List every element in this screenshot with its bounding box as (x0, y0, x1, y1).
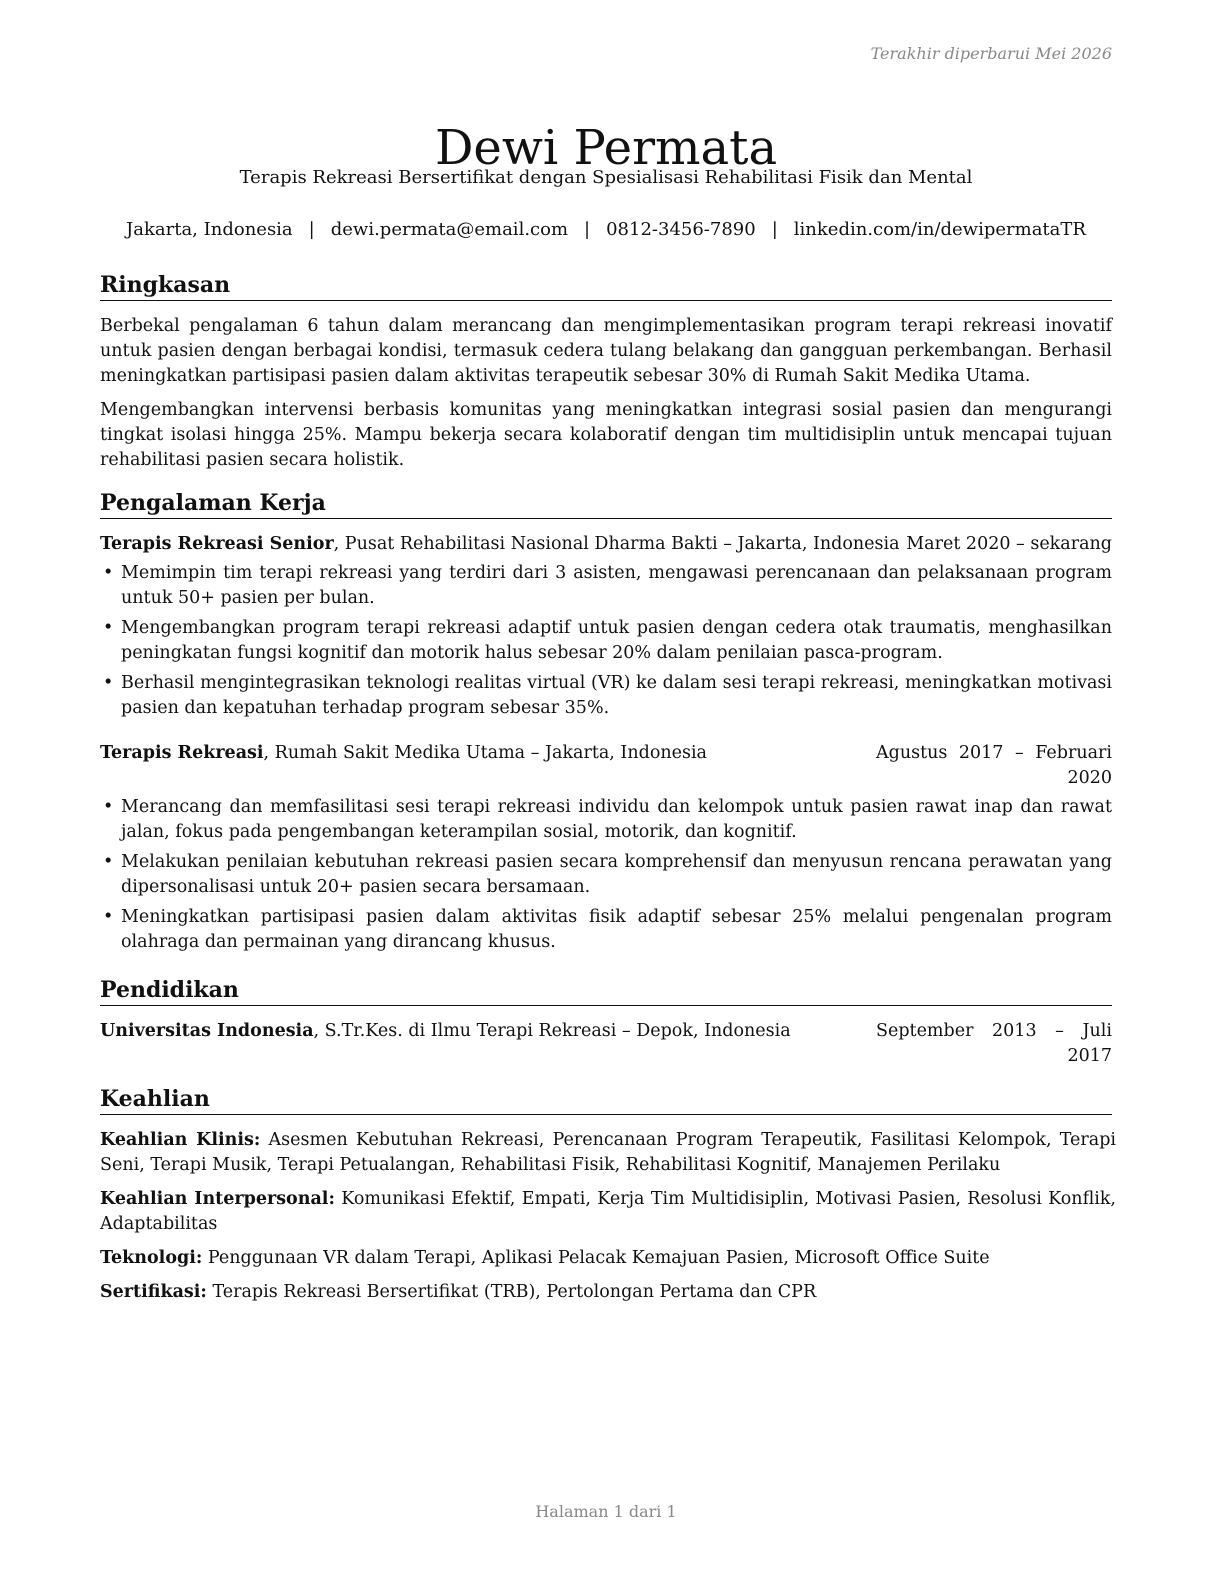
section-title-education: Pendidikan (100, 977, 1112, 1006)
job-dates: Maret 2020 – sekarang (906, 534, 1112, 554)
skill-group-label: Teknologi: (100, 1248, 203, 1268)
education-dates: September 2013 – Juli 2017 (876, 1021, 1112, 1066)
job-entry (100, 532, 1112, 721)
education-section (100, 977, 1112, 1069)
job-header (100, 532, 1112, 557)
contact-location: Jakarta, Indonesia (126, 219, 293, 240)
contact-separator: | (308, 219, 315, 240)
skill-group-label: Sertifikasi: (100, 1282, 207, 1302)
skill-group-value: Komunikasi Efektif, Empati, Kerja Tim Multidisiplin, Motivasi Pasien, Resolusi Konflik, Adaptabilitas (100, 1189, 1116, 1234)
job-bullet: • Berhasil mengintegrasikan teknologi realitas virtual (VR) ke dalam sesi terapi rekreasi, meningkatkan motivasi pasien dan kepatuhan terhadap program sebesar 35%. (100, 671, 1112, 721)
resume-page (100, 0, 1117, 1584)
tagline: Terapis Rekreasi Bersertifikat dengan Spesialisasi Rehabilitasi Fisik dan Mental (239, 167, 973, 188)
contact-separator: | (584, 219, 591, 240)
skill-group-label: Keahlian Klinis: (100, 1130, 261, 1150)
skill-group-value: Asesmen Kebutuhan Rekreasi, Perencanaan Program Terapeutik, Fasilitasi Kelompok, Terapi Seni, Terapi Musik, Terapi Petualangan, Rehabilitasi Fisik, Rehabilitasi Kognitif, Manajemen Perilaku (100, 1130, 1117, 1175)
skill-group-label: Keahlian Interpersonal: (100, 1189, 335, 1209)
section-title-skills: Keahlian (100, 1086, 1112, 1115)
education-school: Universitas Indonesia (100, 1021, 314, 1041)
job-dates: Agustus 2017 – Februari 2020 (876, 743, 1112, 788)
summary-section (100, 272, 1112, 482)
section-title-summary: Ringkasan (100, 272, 1112, 301)
job-bullets (100, 561, 1112, 721)
page-number: Halaman 1 dari 1 (535, 1502, 677, 1521)
job-role: Terapis Rekreasi Senior (100, 534, 334, 554)
job-bullet: • Meningkatkan partisipasi pasien dalam aktivitas fisik adaptif sebesar 25% melalui pengenalan program olahraga dan permainan yang dirancang khusus. (100, 905, 1112, 955)
job-bullet: • Memimpin tim terapi rekreasi yang terdiri dari 3 asisten, mengawasi perencanaan dan pelaksanaan program untuk 50+ pasien per bulan. (100, 561, 1112, 611)
job-org: , Rumah Sakit Medika Utama – Jakarta, Indonesia (263, 743, 707, 763)
skill-group (100, 1187, 1116, 1237)
job-bullet: • Melakukan penilaian kebutuhan rekreasi pasien secara komprehensif dan menyusun rencana perawatan yang dipersonalisasi untuk 20+ pasien secara bersamaan. (100, 850, 1112, 900)
contact-separator: | (771, 219, 778, 240)
summary-paragraph: Berbekal pengalaman 6 tahun dalam merancang dan mengimplementasikan program terapi rekreasi inovatif untuk pasien dengan berbagai kondisi, termasuk cedera tulang belakang dan gangguan perkembangan. Berhasil meningkatkan partisipasi pasien dalam aktivitas terapeutik sebesar 30% di Rumah Sakit Medika Utama. (100, 316, 1112, 386)
contact-linkedin[interactable]: linkedin.com/in/dewipermataTR (793, 219, 1086, 240)
job-entry (100, 741, 1112, 955)
candidate-name: Dewi Permata (434, 120, 778, 177)
education-detail: , S.Tr.Kes. di Ilmu Terapi Rekreasi – Depok, Indonesia (313, 1021, 791, 1041)
job-bullet: • Merancang dan memfasilitasi sesi terapi rekreasi individu dan kelompok untuk pasien rawat inap dan rawat jalan, fokus pada pengembangan keterampilan sosial, motorik, dan kognitif. (100, 795, 1112, 845)
contact-line (100, 219, 1112, 240)
job-header (100, 741, 1112, 791)
skill-group-value: Terapis Rekreasi Bersertifikat (TRB), Pertolongan Pertama dan CPR (206, 1282, 817, 1302)
skill-group (100, 1280, 1116, 1305)
education-entry (100, 1019, 1112, 1069)
skill-group (100, 1128, 1116, 1178)
job-bullets (100, 795, 1112, 955)
job-org: , Pusat Rehabilitasi Nasional Dharma Bakti – Jakarta, Indonesia (333, 534, 900, 554)
summary-paragraph: Mengembangkan intervensi berbasis komunitas yang meningkatkan integrasi sosial pasien dan mengurangi tingkat isolasi hingga 25%. Mampu bekerja secara kolaboratif dengan tim multidisiplin untuk mencapai tujuan rehabilitasi pasien secara holistik. (100, 400, 1112, 470)
skills-section (100, 1086, 1116, 1314)
skill-group (100, 1246, 1116, 1271)
skill-group-value: Penggunaan VR dalam Terapi, Aplikasi Pelacak Kemajuan Pasien, Microsoft Office Suite (202, 1248, 990, 1268)
section-title-experience: Pengalaman Kerja (100, 490, 1112, 519)
job-bullet: • Mengembangkan program terapi rekreasi adaptif untuk pasien dengan cedera otak traumatis, menghasilkan peningkatan fungsi kognitif dan motorik halus sebesar 20% dalam penilaian pasca-program. (100, 616, 1112, 666)
contact-phone: 0812-3456-7890 (606, 219, 756, 240)
contact-email[interactable]: dewi.permata@email.com (330, 219, 569, 240)
job-role: Terapis Rekreasi (100, 743, 264, 763)
last-updated: Terakhir diperbarui Mei 2026 (870, 44, 1112, 63)
experience-section (100, 490, 1112, 975)
